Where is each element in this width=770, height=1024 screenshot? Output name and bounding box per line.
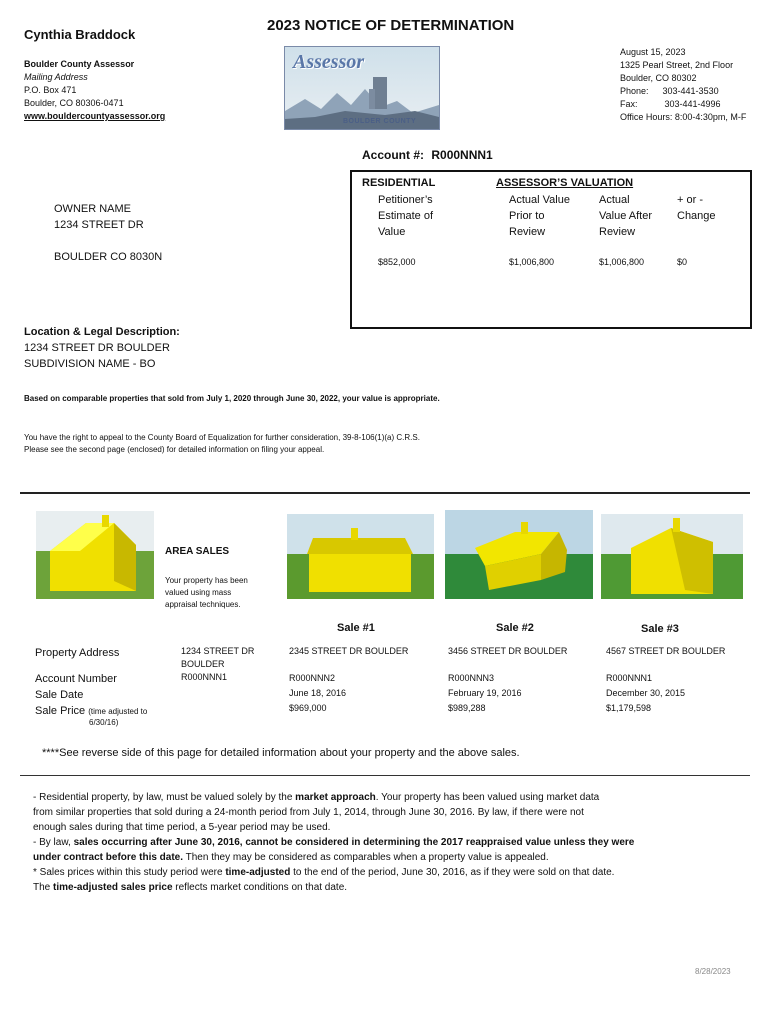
p1-b: market approach bbox=[295, 792, 376, 803]
owner-city: BOULDER CO 8030N bbox=[54, 251, 163, 263]
area-sales-line2: valued using mass bbox=[165, 588, 232, 597]
sale3-date: December 30, 2015 bbox=[606, 688, 686, 698]
appeal-line2: Please see the second page (enclosed) for detailed information on filing your appeal. bbox=[24, 445, 325, 454]
sale1-price: $969,000 bbox=[289, 703, 327, 713]
appeal-note bbox=[24, 432, 420, 456]
subject-account: R000NNN1 bbox=[181, 672, 228, 682]
appeal-line1: You have the right to appeal to the County Board of Equalization for further consideration, 39-8-106(1)(a) C.R.S. bbox=[24, 433, 420, 442]
p1-c: . Your property has been valued using market data bbox=[375, 792, 600, 803]
area-sales-line1: Your property has been bbox=[165, 576, 248, 585]
po-box: P.O. Box 471 bbox=[24, 85, 77, 95]
account-line bbox=[362, 148, 493, 162]
phone-number: 303-441-3530 bbox=[662, 86, 719, 96]
valuation-heading: ASSESSOR’S VALUATION bbox=[496, 177, 634, 189]
footer-text bbox=[33, 790, 738, 895]
p2-a: - By law, bbox=[33, 837, 74, 848]
p2-c: under contract before this date. bbox=[33, 852, 184, 863]
legal-description bbox=[24, 324, 180, 372]
footer-p1-line2: from similar properties that sold during a 24-month period from July 1, 2014, through June 30, 2016. By law, if there were not bbox=[33, 807, 584, 818]
footer-p1 bbox=[33, 790, 738, 805]
sale2-details bbox=[448, 671, 522, 716]
prior-value: $1,006,800 bbox=[509, 257, 555, 267]
p4-c: reflects market conditions on that date. bbox=[172, 882, 348, 893]
sale1-account: R000NNN2 bbox=[289, 673, 336, 683]
sale3-details bbox=[606, 671, 685, 716]
sale3-address: 4567 STREET DR BOULDER bbox=[606, 646, 726, 656]
recipient-name: Cynthia Braddock bbox=[24, 27, 136, 42]
sale3-price: $1,179,598 bbox=[606, 703, 652, 713]
footer-p3 bbox=[33, 865, 738, 880]
office-hours: Office Hours: 8:00-4:30pm, M-F bbox=[620, 112, 747, 122]
valuation-box bbox=[350, 170, 752, 329]
sale1-date: June 18, 2016 bbox=[289, 688, 347, 698]
p3-a: * Sales prices within this study period were bbox=[33, 867, 226, 878]
sale1-house-image bbox=[287, 514, 434, 599]
change-value: $0 bbox=[677, 257, 688, 267]
p3-c: to the end of the period, June 30, 2016, as if they were sold on that date. bbox=[290, 867, 615, 878]
p2-d: Then they may be considered as comparables when a property value is appealed. bbox=[183, 852, 549, 863]
footer-date: 8/28/2023 bbox=[695, 967, 731, 976]
footer-p2-line2 bbox=[33, 850, 738, 865]
phone-label: Phone: bbox=[620, 86, 649, 96]
col4-line2: Change bbox=[677, 210, 716, 222]
after-value: $1,006,800 bbox=[599, 257, 645, 267]
change-header bbox=[677, 192, 716, 224]
subject-column bbox=[181, 645, 254, 684]
owner-name: OWNER NAME bbox=[54, 203, 131, 215]
footer-divider bbox=[20, 775, 750, 776]
area-sales-text bbox=[165, 575, 248, 611]
col3-line3: Review bbox=[599, 226, 636, 238]
col1-line3: Value bbox=[378, 226, 406, 238]
subject-house-image bbox=[36, 511, 154, 599]
logo-county: BOULDER COUNTY bbox=[343, 118, 417, 125]
sale2-date: February 19, 2016 bbox=[448, 688, 522, 698]
office-fax bbox=[620, 98, 746, 111]
sale-price-note2: 6/30/16) bbox=[89, 718, 119, 727]
assessor-address bbox=[24, 58, 165, 123]
col1-line1: Petitioner’s bbox=[378, 194, 433, 206]
col4-line1: + or - bbox=[677, 194, 703, 206]
p1-a: - Residential property, by law, must be valued solely by the bbox=[33, 792, 296, 803]
mailing-label: Mailing Address bbox=[24, 72, 88, 82]
col3-line1: Actual bbox=[599, 194, 630, 206]
owner-street: 1234 STREET DR bbox=[54, 219, 144, 231]
label-property-address: Property Address bbox=[35, 647, 120, 659]
sale1-address: 2345 STREET DR BOULDER bbox=[289, 646, 409, 656]
sale-price-note1: (time adjusted to bbox=[88, 707, 148, 716]
sale3-house-image bbox=[601, 514, 743, 599]
sale3-account: R000NNN1 bbox=[606, 673, 653, 683]
p4-b: time-adjusted sales price bbox=[53, 882, 173, 893]
col2-line3: Review bbox=[509, 226, 546, 238]
office-street: 1325 Pearl Street, 2nd Floor bbox=[620, 60, 734, 70]
notice-date: August 15, 2023 bbox=[620, 47, 686, 57]
sale1-heading: Sale #1 bbox=[337, 622, 375, 634]
reverse-side-note: ****See reverse side of this page for detailed information about your property and the above sales. bbox=[42, 747, 520, 759]
label-sale-date: Sale Date bbox=[35, 689, 84, 701]
logo-title: Assessor bbox=[293, 51, 365, 73]
row-labels bbox=[35, 671, 147, 720]
account-number: R000NNN1 bbox=[431, 148, 493, 162]
assessor-logo bbox=[284, 46, 440, 130]
sale2-address: 3456 STREET DR BOULDER bbox=[448, 646, 568, 656]
account-label: Account #: bbox=[362, 148, 425, 162]
col2-line2: Prior to bbox=[509, 210, 545, 222]
assessor-city: Boulder, CO 80306-0471 bbox=[24, 98, 124, 108]
sale1-details bbox=[289, 671, 346, 716]
col2-line1: Actual Value bbox=[509, 194, 570, 206]
footer-p1-line3: enough sales during that time period, a 5-year period may be used. bbox=[33, 822, 331, 833]
office-city: Boulder, CO 80302 bbox=[620, 73, 697, 83]
property-class: RESIDENTIAL bbox=[362, 177, 436, 189]
footer-p2 bbox=[33, 835, 738, 850]
col3-line2: Value After bbox=[599, 210, 652, 222]
label-account-number: Account Number bbox=[35, 673, 117, 685]
sale2-heading: Sale #2 bbox=[496, 622, 534, 634]
office-phone bbox=[620, 85, 746, 98]
owner-block bbox=[54, 201, 162, 265]
prior-header bbox=[509, 192, 570, 240]
section-divider bbox=[20, 492, 750, 494]
fax-number: 303-441-4996 bbox=[664, 99, 721, 109]
after-header bbox=[599, 192, 652, 240]
legal-line2: SUBDIVISION NAME - BO bbox=[24, 358, 156, 370]
assessor-org: Boulder County Assessor bbox=[24, 59, 135, 69]
p2-b: sales occurring after June 30, 2016, cannot be considered in determining the 2017 reappraised value unless they were bbox=[73, 837, 635, 848]
office-info bbox=[620, 46, 746, 124]
sale2-price: $989,288 bbox=[448, 703, 486, 713]
subject-address1: 1234 STREET DR bbox=[181, 646, 255, 656]
sale-price-label: Sale Price bbox=[35, 705, 86, 717]
comparable-note: Based on comparable properties that sold from July 1, 2020 through June 30, 2022, your value is appropriate. bbox=[24, 394, 440, 403]
subject-address2: BOULDER bbox=[181, 659, 225, 669]
fax-label: Fax: bbox=[620, 99, 638, 109]
legal-line1: 1234 STREET DR BOULDER bbox=[24, 342, 170, 354]
website-link[interactable]: www.bouldercountyassessor.org bbox=[24, 111, 166, 121]
petitioner-header bbox=[378, 192, 433, 240]
legal-heading: Location & Legal Description: bbox=[24, 326, 180, 338]
sale3-heading: Sale #3 bbox=[641, 623, 679, 635]
petitioner-value: $852,000 bbox=[378, 257, 416, 267]
sale2-house-image bbox=[445, 510, 593, 599]
footer-p4 bbox=[33, 880, 738, 895]
p4-a: The bbox=[33, 882, 54, 893]
area-sales-line3: appraisal techniques. bbox=[165, 600, 241, 609]
col1-line2: Estimate of bbox=[378, 210, 434, 222]
page-title: 2023 NOTICE OF DETERMINATION bbox=[267, 17, 515, 34]
sale2-account: R000NNN3 bbox=[448, 673, 495, 683]
p3-b: time-adjusted bbox=[225, 867, 291, 878]
area-sales-heading: AREA SALES bbox=[165, 546, 230, 557]
